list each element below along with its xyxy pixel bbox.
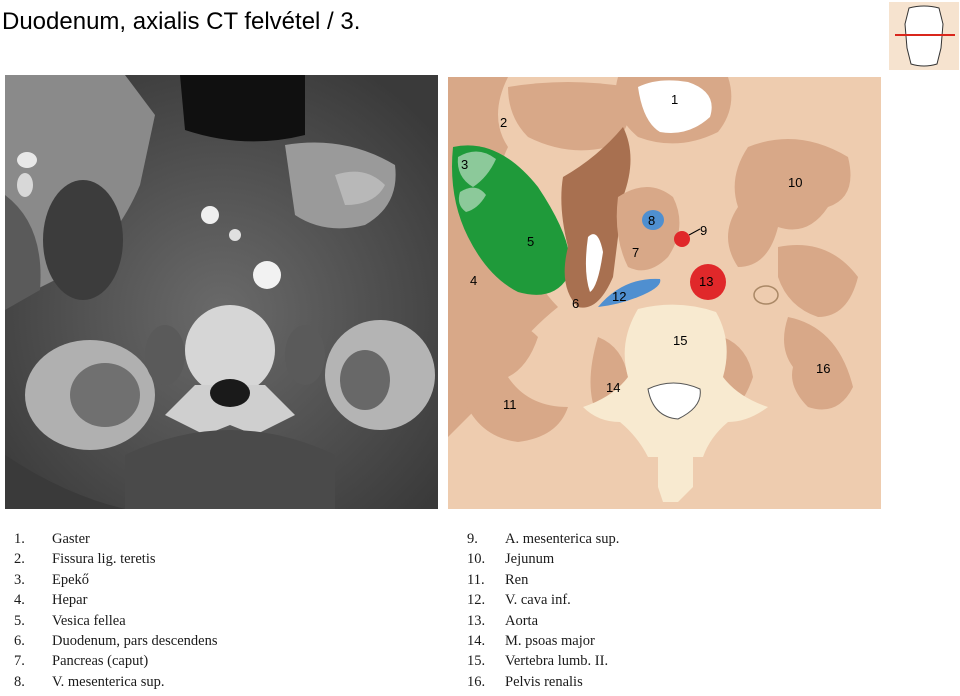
orientation-thumbnail [889, 2, 959, 70]
legend-item: 8. V. mesenterica sup. [14, 673, 165, 690]
legend-item: 16. Pelvis renalis [467, 673, 583, 690]
legend-item: 1. Gaster [14, 531, 90, 547]
legend-item: 5. Vesica fellea [14, 612, 126, 629]
label-10: 10 [788, 175, 803, 190]
label-6: 6 [572, 296, 580, 311]
label-7: 7 [632, 245, 640, 260]
legend-item: 9. A. mesenterica sup. [467, 531, 620, 547]
legend-item: 12. V. cava inf. [467, 592, 571, 609]
label-13: 13 [699, 274, 714, 289]
legend-item: 7. Pancreas (caput) [14, 653, 149, 670]
legend-left [14, 529, 218, 692]
ct-scan-image [5, 75, 438, 509]
label-2: 2 [500, 115, 508, 130]
page-title: Duodenum, axialis CT felvétel / 3. [2, 8, 361, 35]
legend-right [467, 529, 619, 692]
label-1: 1 [671, 92, 679, 107]
label-5: 5 [527, 234, 535, 249]
vessel-ams [674, 231, 690, 247]
label-12: 12 [612, 289, 627, 304]
legend-item: 15. Vertebra lumb. II. [467, 653, 609, 670]
label-15: 15 [673, 333, 688, 348]
label-14: 14 [606, 380, 621, 395]
label-3: 3 [461, 157, 469, 172]
legend-item: 4. Hepar [14, 592, 88, 609]
anatomy-diagram [448, 77, 881, 509]
label-9: 9 [700, 223, 708, 238]
legend-item: 13. Aorta [467, 612, 539, 629]
label-11: 11 [503, 397, 517, 412]
legend-item: 6. Duodenum, pars descendens [14, 633, 218, 650]
legend-item: 14. M. psoas major [467, 633, 595, 650]
legend-item: 10. Jejunum [467, 551, 555, 568]
label-8: 8 [648, 213, 656, 228]
legend-item: 3. Epekő [14, 571, 90, 588]
legend-item: 2. Fissura lig. teretis [14, 551, 156, 568]
legend-item: 11. Ren [467, 571, 529, 588]
label-4: 4 [470, 273, 478, 288]
label-16: 16 [816, 361, 831, 376]
